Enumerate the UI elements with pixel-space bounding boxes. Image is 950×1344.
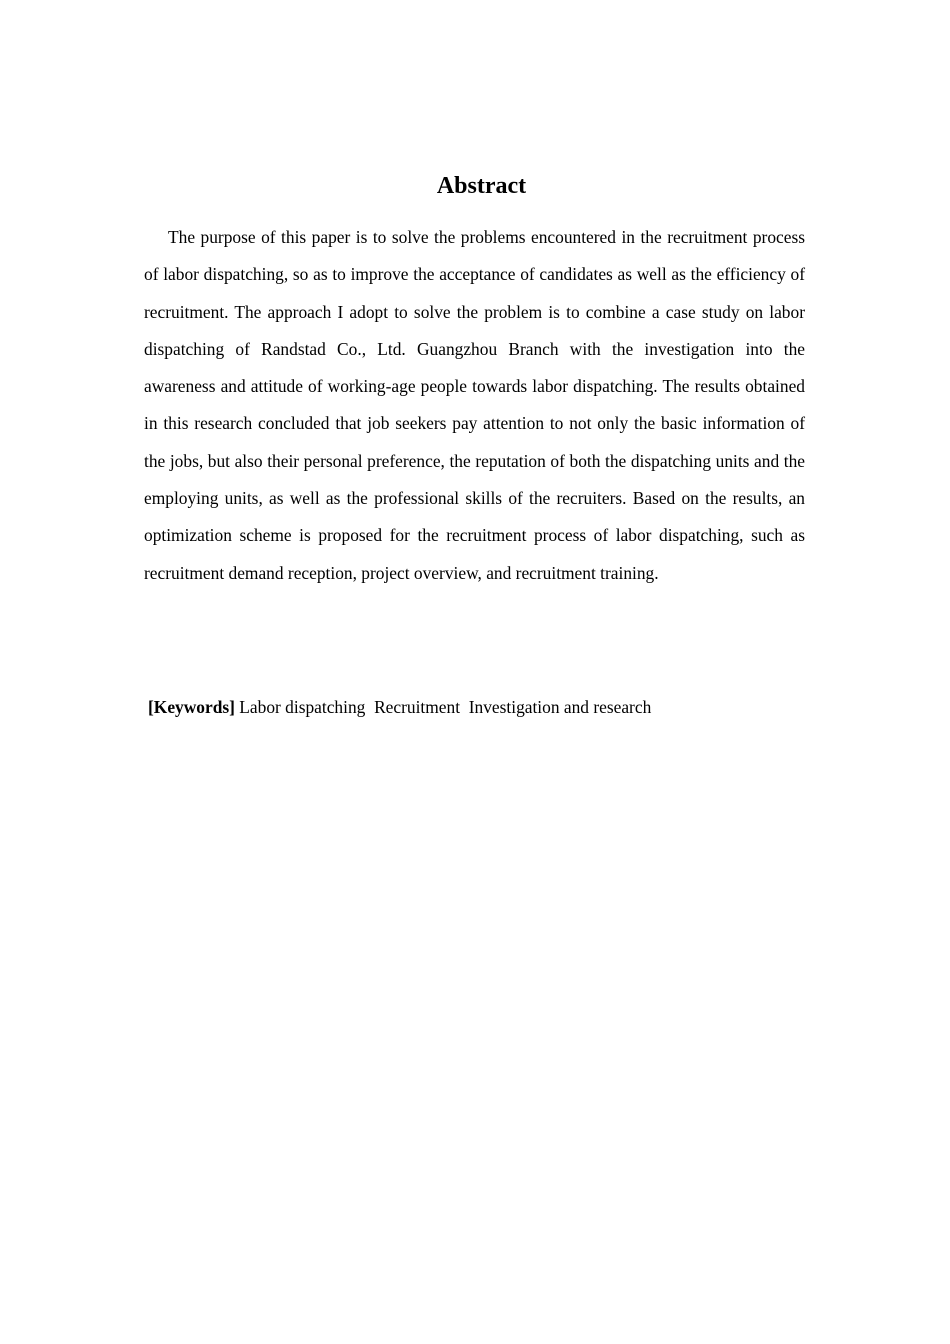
abstract-paragraph: The purpose of this paper is to solve the problems encountered in the recruitment process of labor dispatching, so as to improve the acceptance of candidates as well as the efficiency of recruitment. The approach I adopt to solve the problem is to combine a case study on labor dispatching of Randstad Co., Ltd. Guangzhou Branch with the investigation into the awareness and attitude of working-age people towards labor dispatching. The results obtained in this research concluded that job seekers pay attention to not only the basic information of the jobs, but also their personal preference, the reputation of both the dispatching units and the employing units, as well as the professional skills of the recruiters. Based on the results, an optimization scheme is proposed for the recruitment process of labor dispatching, such as recruitment demand reception, project overview, and recruitment training.	[144, 227, 805, 583]
abstract-title: Abstract	[436, 173, 527, 199]
keywords-label: [Keywords]	[148, 697, 235, 717]
keyword-item: Labor dispatching	[239, 697, 366, 717]
keywords-line	[148, 689, 808, 726]
keyword-item: Investigation and research	[468, 697, 652, 717]
keyword-item: Recruitment	[374, 697, 461, 717]
